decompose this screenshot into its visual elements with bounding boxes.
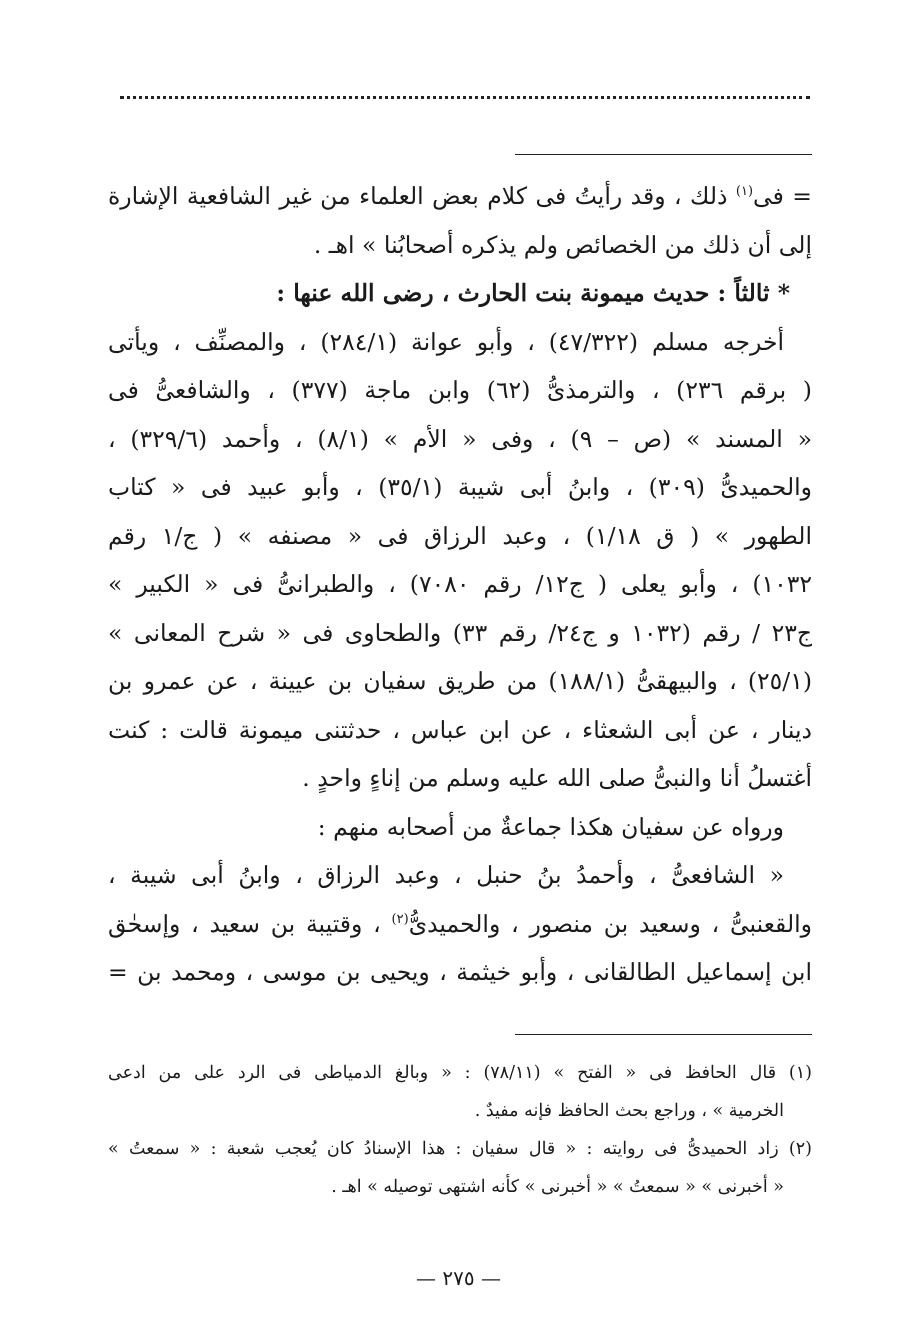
text-line-10: ج٢٣ / رقم (١٠٣٢ و ج٢٤/ رقم ٣٣) والطحاوى فى « شرح المعانى » — [108, 618, 812, 647]
footnote-ref-2: (٢) — [391, 911, 409, 927]
text-line-9: ١٠٣٢) ، وأبو يعلى ( ج١٢/ رقم ٧٠٨٠) ، والطبرانىُّ فى « الكبير » — [108, 570, 812, 598]
text-line-1: = فى$^{(١)}$ ذلك ، وقد رأيتُ فى كلام بعض العلماء من غير الشافعية الإشارة — [108, 182, 812, 210]
footnote-ref-1: (١) — [735, 184, 754, 200]
footnote-separator — [515, 1034, 812, 1035]
text-line-7: والحميدىُّ (٣٠٩) ، وابنُ أبى شيبة (٣٥/١) ، وأبو عبيد فى « كتاب — [108, 473, 812, 501]
text-line-2: إلى أن ذلك من الخصائص ولم يذكره أصحابُنا » اهـ . — [313, 230, 812, 259]
text-line-5: ( برقم ٢٣٦) ، والترمذىُّ (٦٢) وابن ماجة (٣٧٧) ، والشافعىُّ فى — [108, 376, 812, 404]
text-line-17: ابن إسماعيل الطالقانى ، وأبو خيثمة ، ويحيى بن موسى ، ومحمد بن = — [108, 958, 812, 986]
text-line-4: أخرجه مسلم (٤٧/٣٢٢) ، وأبو عوانة (٢٨٤/١) ، والمصنِّف ، ويأتى — [108, 327, 784, 356]
continuation-rule — [515, 154, 812, 155]
footnote-2-line-1: (٢) زاد الحميدىُّ فى روايته : « قال سفيان : هذا الإسنادُ كان يُعجب شعبة : « سمعتُ » — [108, 1139, 812, 1159]
main-text — [108, 172, 812, 997]
section-heading: * ثالثاً : حديث ميمونة بنت الحارث ، رضى الله عنها : — [276, 279, 790, 307]
text-line-15: « الشافعىُّ ، وأحمدُ بنُ حنبل ، وعبد الرزاق ، وابنُ أبى شيبة ، — [108, 861, 784, 889]
footnote-2-line-2: « أخبرنى » « سمعتُ » « أخبرنى » كأنه اشتهى توصيله » اهـ . — [331, 1177, 784, 1197]
text-line-16: والقعنبىُّ ، وسعيد بن منصور ، والحميدىُّ$^{(٢)}$ ، وقتيبة بن سعيد ، وإسحٰق — [108, 909, 812, 938]
footnotes — [108, 1054, 812, 1206]
text-line-14: ورواه عن سفيان هكذا جماعةٌ من أصحابه منهم : — [317, 812, 784, 841]
text-line-6: « المسند » (ص – ٩) ، وفى « الأم » (٨/١) ، وأحمد (٣٢٩/٦) ، — [108, 424, 812, 453]
page-number: — ٢٧٥ — — [416, 1266, 501, 1290]
text-line-11: (٢٥/١) ، والبيهقىُّ (١٨٨/١) من طريق سفيان بن عيينة ، عن عمرو بن — [108, 667, 812, 695]
text-line-13: أغتسلُ أنا والنبىُّ صلى الله عليه وسلم من إناءٍ واحدٍ . — [302, 764, 812, 792]
footnote-1-line-1: (١) قال الحافظ فى « الفتح » (٧٨/١١) : « وبالغ الدمياطى فى الرد على من ادعى — [108, 1063, 812, 1083]
footnote-1-line-2: الخرمية » ، وراجع بحث الحافظ فإنه مفيدٌ . — [474, 1101, 784, 1121]
text-line-8: الطهور » ( ق ١/١٨) ، وعبد الرزاق فى « مصنفه » ( ج/١ رقم — [108, 521, 812, 550]
text-line-12: دينار ، عن أبى الشعثاء ، عن ابن عباس ، حدثتنى ميمونة قالت : كنت — [108, 715, 812, 744]
header-dotted-rule — [120, 96, 810, 99]
